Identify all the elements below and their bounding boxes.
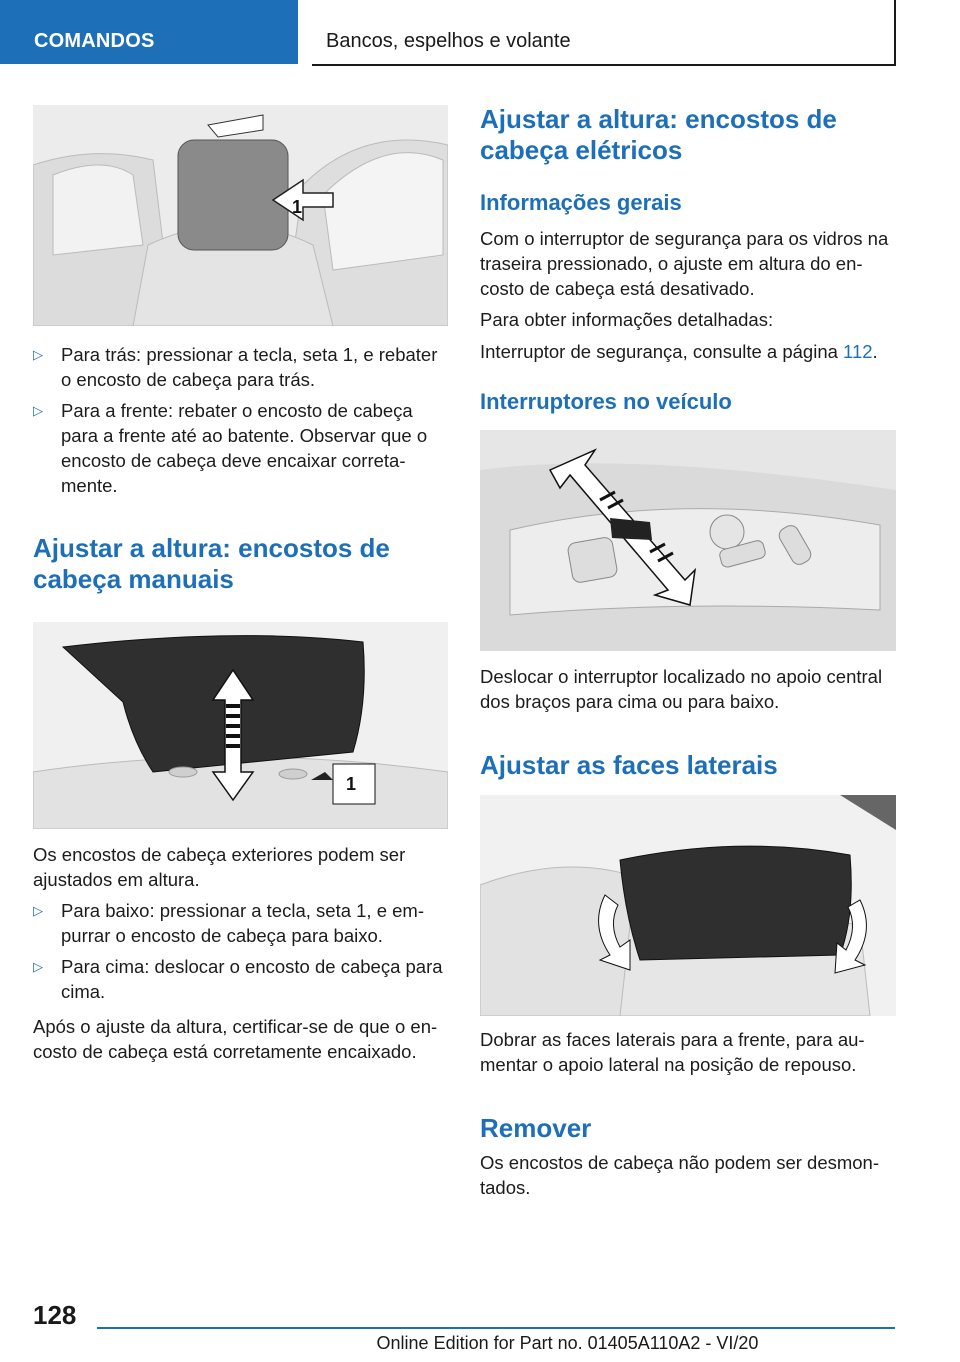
list-item	[33, 398, 448, 498]
list-item	[33, 342, 448, 392]
heading-electric-headrests: Ajustar a altura: encostos de cabeça elétricos	[480, 104, 837, 165]
side-wings-figure	[480, 795, 896, 1016]
manual-headrest-figure	[33, 622, 448, 829]
section-title: COMANDOS	[34, 30, 155, 52]
list-item	[33, 898, 448, 948]
rear-headrest-figure	[33, 105, 448, 326]
blue-triangle-bullet-icon: ▷	[33, 903, 43, 918]
blue-triangle-bullet-icon: ▷	[33, 959, 43, 974]
callout-1-label: 1	[292, 197, 303, 217]
reference-paragraph	[480, 339, 896, 364]
heading-remove: Remover	[480, 1113, 592, 1143]
paragraph: Após o ajuste da altura, certificar-se de que o en‐ costo de cabeça está corretamente encaixado.	[33, 1016, 438, 1062]
footer-divider	[97, 1327, 895, 1329]
reference-period: .	[872, 341, 878, 362]
reference-text: Interruptor de segurança, consulte a página	[480, 341, 844, 362]
blue-triangle-bullet-icon: ▷	[33, 403, 43, 418]
chapter-header	[312, 0, 896, 66]
callout-1-label: 1	[346, 774, 357, 794]
page-number: 128	[33, 1300, 77, 1330]
bullet-text: Para a frente: rebater o encosto de cabeça para a frente até ao batente. Observar que o encosto de cabeça deve encaixar correta‐ mente.	[61, 400, 428, 496]
paragraph: Com o interruptor de segurança para os vidros na traseira pressionado, o ajuste em altura do en‐ costo de cabeça está desativado.	[480, 228, 889, 299]
bullet-text: Para cima: deslocar o encosto de cabeça para cima.	[61, 956, 443, 1002]
chapter-title: Bancos, espelhos e volante	[326, 30, 571, 52]
edition-footer: Online Edition for Part no. 01405A110A2 - VI/20	[376, 1333, 759, 1353]
heading-side-wings: Ajustar as faces laterais	[480, 750, 778, 780]
paragraph: Dobrar as faces laterais para a frente, para au‐ mentar o apoio lateral na posição de repouso.	[480, 1029, 865, 1075]
bullet-text: Para trás: pressionar a tecla, seta 1, e rebater o encosto de cabeça para trás.	[61, 344, 438, 390]
page-reference-link[interactable]: 112	[843, 341, 873, 362]
paragraph: Para obter informações detalhadas:	[480, 309, 774, 330]
blue-triangle-bullet-icon: ▷	[33, 347, 43, 362]
subheading-general-info: Informações gerais	[480, 190, 682, 215]
section-tab	[0, 0, 298, 64]
subheading-vehicle-switches: Interruptores no veículo	[480, 389, 732, 414]
bullet-text: Para baixo: pressionar a tecla, seta 1, e em‐ purrar o encosto de cabeça para baixo.	[61, 900, 424, 946]
paragraph: Os encostos de cabeça exteriores podem ser ajustados em altura.	[33, 844, 406, 890]
heading-manual-headrests: Ajustar a altura: encostos de cabeça manuais	[33, 533, 390, 594]
paragraph: Os encostos de cabeça não podem ser desmon‐ tados.	[480, 1152, 880, 1198]
switch-figure	[480, 430, 896, 651]
paragraph: Deslocar o interruptor localizado no apoio central dos braços para cima ou para baixo.	[480, 666, 883, 712]
list-item	[33, 954, 448, 1004]
